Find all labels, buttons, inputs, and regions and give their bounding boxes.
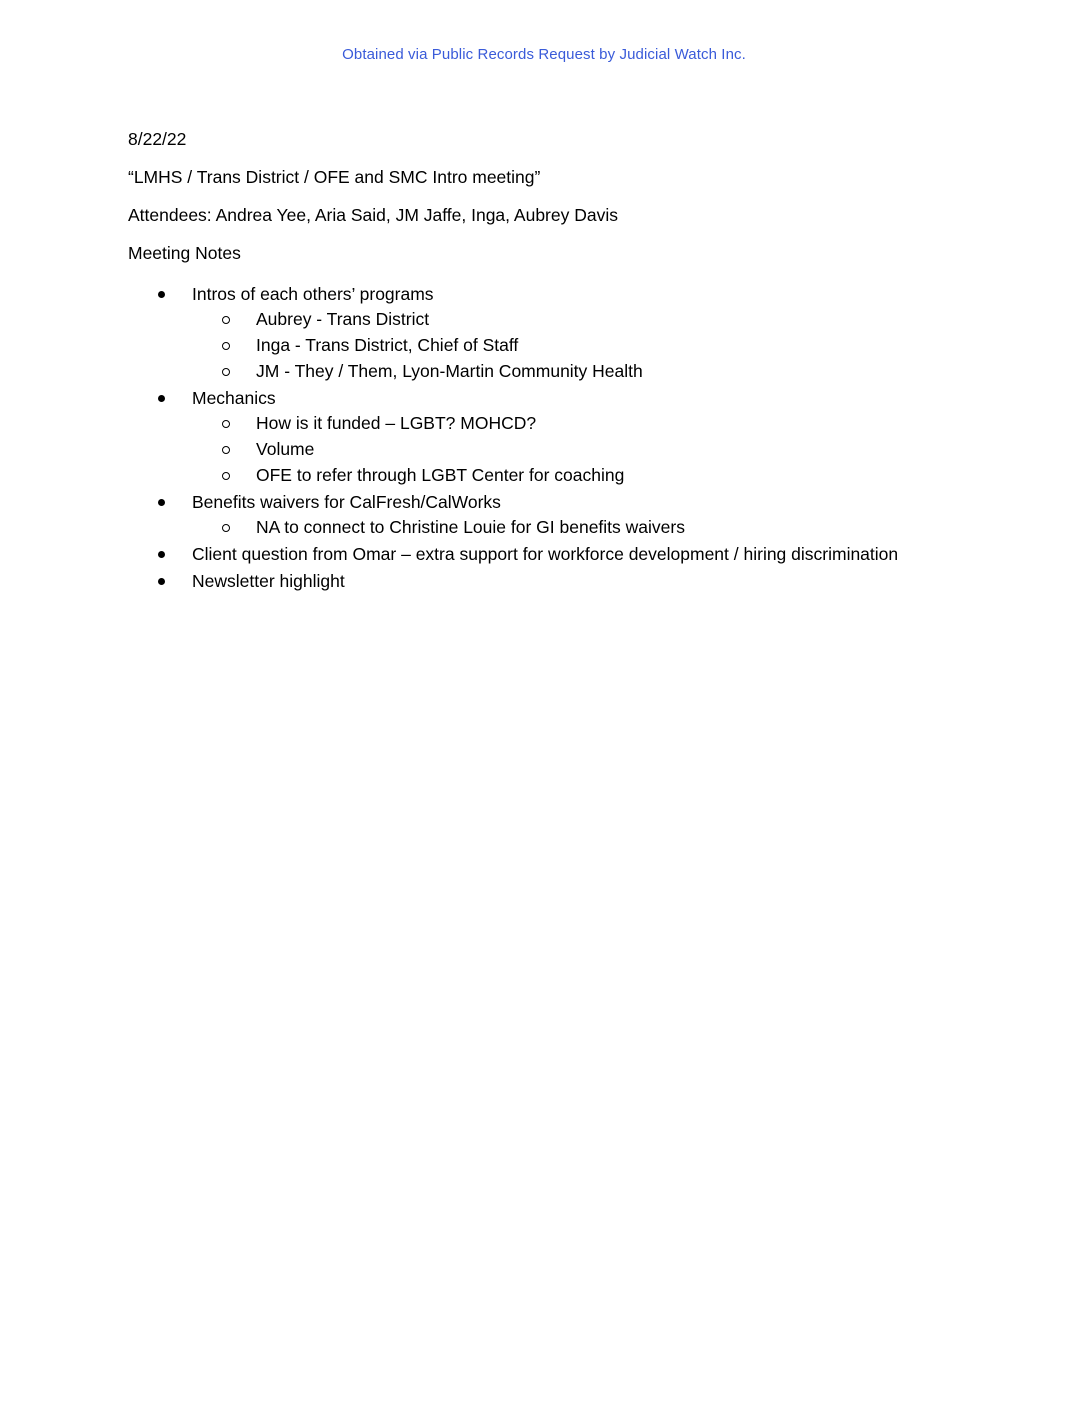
hollow-bullet-icon xyxy=(222,316,230,324)
document-body xyxy=(128,128,1008,597)
sub-note-item xyxy=(192,516,1008,538)
sub-note-text: OFE to refer through LGBT Center for coaching xyxy=(256,465,625,485)
meeting-date: 8/22/22 xyxy=(128,129,187,149)
bullet-icon xyxy=(158,395,165,402)
note-item xyxy=(128,543,1008,565)
sub-note-text: How is it funded – LGBT? MOHCD? xyxy=(256,413,537,433)
note-text: Mechanics xyxy=(192,388,276,408)
public-records-watermark: Obtained via Public Records Request by Judicial Watch Inc. xyxy=(342,46,746,63)
sub-note-item xyxy=(192,438,1008,460)
sub-note-text: NA to connect to Christine Louie for GI benefits waivers xyxy=(256,517,685,537)
hollow-bullet-icon xyxy=(222,524,230,532)
notes-list xyxy=(128,283,1008,592)
hollow-bullet-icon xyxy=(222,446,230,454)
sub-note-item xyxy=(192,412,1008,434)
sub-note-item xyxy=(192,464,1008,486)
sub-note-text: Volume xyxy=(256,439,315,459)
note-item xyxy=(128,491,1008,538)
note-text: Client question from Omar – extra support for workforce development / hiring discrimination xyxy=(192,544,899,564)
bullet-icon xyxy=(158,291,165,298)
sub-note-text: Inga - Trans District, Chief of Staff xyxy=(256,335,519,355)
note-item xyxy=(128,387,1008,486)
sub-notes-list xyxy=(192,308,1008,382)
note-text: Newsletter highlight xyxy=(192,571,345,591)
hollow-bullet-icon xyxy=(222,472,230,480)
hollow-bullet-icon xyxy=(222,368,230,376)
note-item xyxy=(128,570,1008,592)
note-text: Benefits waivers for CalFresh/CalWorks xyxy=(192,492,501,512)
sub-note-text: Aubrey - Trans District xyxy=(256,309,430,329)
bullet-icon xyxy=(158,578,165,585)
sub-note-text: JM - They / Them, Lyon-Martin Community Health xyxy=(256,361,643,381)
hollow-bullet-icon xyxy=(222,420,230,428)
sub-note-item xyxy=(192,334,1008,356)
note-text: Intros of each others’ programs xyxy=(192,284,434,304)
attendees-line: Attendees: Andrea Yee, Aria Said, JM Jaffe, Inga, Aubrey Davis xyxy=(128,205,618,225)
hollow-bullet-icon xyxy=(222,342,230,350)
sub-note-item xyxy=(192,360,1008,382)
note-item xyxy=(128,283,1008,382)
bullet-icon xyxy=(158,499,165,506)
bullet-icon xyxy=(158,551,165,558)
notes-heading: Meeting Notes xyxy=(128,243,241,263)
sub-note-item xyxy=(192,308,1008,330)
sub-notes-list xyxy=(192,412,1008,486)
meeting-title: “LMHS / Trans District / OFE and SMC Intro meeting” xyxy=(128,167,541,187)
sub-notes-list xyxy=(192,516,1008,538)
